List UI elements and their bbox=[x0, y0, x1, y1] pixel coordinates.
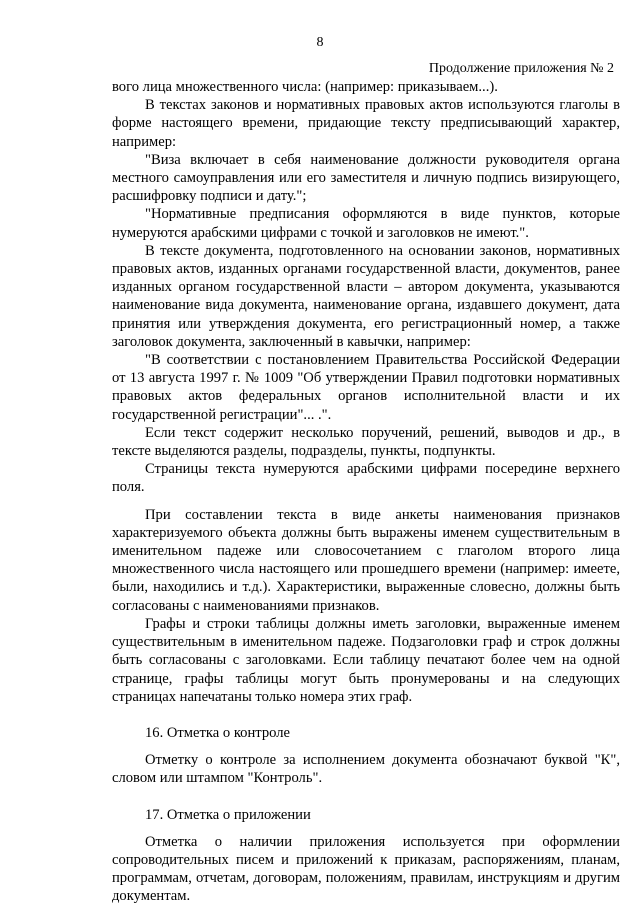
paragraph-example-prescriptions: "Нормативные предписания оформляются в виде пунктов, которые нумеруются арабскими цифрами с точкой и заголовков не имеют.". bbox=[112, 206, 620, 241]
paragraph-legal-references: В тексте документа, подготовленного на основании законов, нормативных правовых актов, изданных органами государственной власти, документов, ранее изданных органом государственной власти – автором документа, указываются наименование вида документа, наименование органа, издавшего документ, дата принятия или утверждения документа, его регистрационный номер, а также заголовок документа, заключенный в кавычки, например: bbox=[112, 242, 620, 350]
paragraph-example-resolution: "В соответствии с постановлением Правительства Российской Федерации от 13 августа 1997 г. № 1009 "Об утверждении Правил подготовки нормативных правовых актов федеральных органов исполнительной власти и их государственной регистрации"... .". bbox=[112, 352, 620, 423]
paragraph-continuation: вого лица множественного числа: (например: приказываем...). bbox=[112, 79, 498, 95]
document-body bbox=[112, 78, 620, 906]
paragraph-tables: Графы и строки таблицы должны иметь заголовки, выраженные именем существительным в именительном падеже. Подзаголовки граф и строк должны быть согласованы с заголовками. Если таблицу печатают более чем на одной странице, графы таблицы могут быть пронумерованы и на следующих страницах напечатаны только номера этих граф. bbox=[112, 615, 620, 705]
paragraph-verbs-tense: В текстах законов и нормативных правовых актов используются глаголы в форме настоящего времени, придающие тексту предписывающий характер, например: bbox=[112, 97, 620, 150]
section-16-heading: 16. Отметка о контроле bbox=[145, 724, 291, 741]
section-16-text: Отметку о контроле за исполнением документа обозначают буквой "К", словом или штампом "Контроль". bbox=[112, 752, 620, 787]
section-17-text: Отметка о наличии приложения используется при оформлении сопроводительных писем и приложений к приказам, распоряжениям, планам, программам, отчетам, договорам, положениям, правилам, инструкциям и другим документам. bbox=[112, 833, 620, 905]
section-17-heading: 17. Отметка о приложении bbox=[145, 806, 311, 823]
paragraph-example-visa: "Виза включает в себя наименование должности руководителя органа местного самоуправления или его заместителя и личную подпись визирующего, расшифровку подписи и дату."; bbox=[112, 151, 620, 205]
paragraph-page-numbering: Страницы текста нумеруются арабскими цифрами посередине верхнего поля. bbox=[112, 461, 620, 496]
paragraph-sections: Если текст содержит несколько поручений, решений, выводов и др., в тексте выделяются разделы, подразделы, пункты, подпункты. bbox=[112, 424, 620, 460]
appendix-continuation-note: Продолжение приложения № 2 bbox=[428, 61, 614, 76]
paragraph-questionnaire: При составлении текста в виде анкеты наименования признаков характеризуемого объекта должны быть выражены именем существительным в именительном падеже или словосочетанием с глаголом второго лица множественного числа настоящего или прошедшего времени (например: имеете, были, находились и т.д.). Характеристики, выраженные словесно, должны быть согласованы с наименованиями признаков. bbox=[112, 506, 620, 614]
page-number: 8 bbox=[316, 35, 324, 50]
